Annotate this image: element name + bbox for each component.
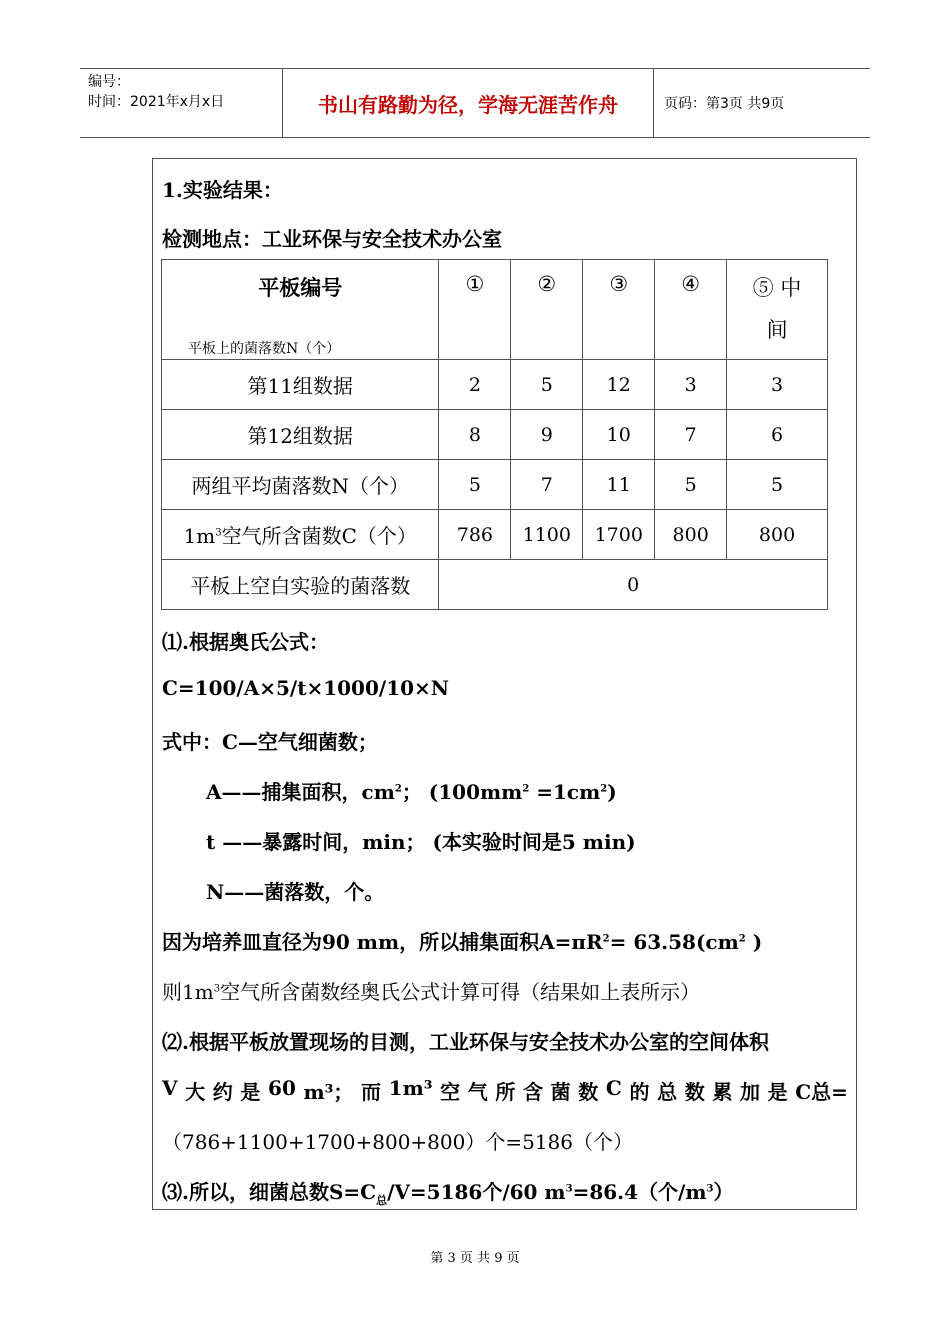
- text-part: ): [745, 930, 763, 954]
- row-label: 两组平均菌落数N（个）: [162, 460, 439, 510]
- text-part: 因为培养皿直径为90 mm，所以捕集面积A=πR: [162, 930, 603, 954]
- page-footer: 第 3 页 共 9 页: [430, 1251, 520, 1266]
- table-cell: 10: [583, 410, 655, 460]
- text-part: ⑶.所以，细菌总数S=C: [162, 1180, 377, 1204]
- text-part: =1cm: [529, 780, 601, 804]
- word: 加: [739, 1080, 760, 1104]
- formula-intro: ⑴.根据奥氏公式：: [162, 630, 329, 654]
- table-cell: 1700: [583, 510, 655, 560]
- plate-3-header: ③: [583, 260, 655, 360]
- table-cell: 8: [439, 410, 511, 460]
- sum-calculation: （786+1100+1700+800+800）个=5186（个）: [162, 1130, 634, 1154]
- plate-5-label-cont: 间: [766, 318, 788, 342]
- word: 约: [212, 1080, 233, 1104]
- final-result: [162, 1176, 733, 1205]
- blank-test-value: 0: [439, 560, 828, 610]
- word: C: [605, 1076, 622, 1100]
- word: 大: [185, 1080, 206, 1104]
- word: m³；: [303, 1080, 354, 1104]
- plate-5-label: ⑤ 中: [752, 276, 802, 300]
- row-label-part: 空气所含菌数C（个）: [221, 524, 417, 548]
- table-cell: 786: [439, 510, 511, 560]
- word: 累: [712, 1080, 733, 1104]
- table-cell: 800: [727, 510, 828, 560]
- table-cell: 2: [439, 360, 511, 410]
- header-page-code: 页码：第3页 共9页: [664, 96, 785, 112]
- word: 1m³: [388, 1076, 433, 1100]
- formula-term-n: N——菌落数，个。: [206, 880, 385, 904]
- word: 气: [467, 1080, 488, 1104]
- blank-test-label: 平板上空白实验的菌落数: [162, 560, 439, 610]
- word: C总=: [795, 1080, 848, 1104]
- table-cell: 7: [511, 460, 583, 510]
- subscript: 总: [376, 1194, 388, 1207]
- table-cell: 6: [727, 410, 828, 460]
- table-row: [162, 460, 828, 510]
- table-cell: 7: [655, 410, 727, 460]
- plate-2-header: ②: [511, 260, 583, 360]
- formula-term-t: t ——暴露时间，min； (本实验时间是5 min): [206, 830, 636, 854]
- superscript: 3: [215, 527, 222, 539]
- word: 空: [440, 1080, 461, 1104]
- table-header-row: [162, 260, 828, 360]
- superscript: 2: [738, 933, 746, 945]
- table-cell: 5: [511, 360, 583, 410]
- word: 60: [268, 1076, 296, 1100]
- word: 数: [684, 1080, 705, 1104]
- word: 菌: [550, 1080, 571, 1104]
- total-bacteria-sentence: [162, 1076, 848, 1105]
- document-date: 时间：2021年x月x日: [88, 94, 225, 110]
- word: 所: [495, 1080, 516, 1104]
- test-location: 检测地点：工业环保与安全技术办公室: [162, 227, 502, 251]
- word: 数: [578, 1080, 599, 1104]
- superscript: 3: [706, 1183, 714, 1195]
- table-row: [162, 510, 828, 560]
- text-part: ； (100mm: [401, 780, 523, 804]
- row-label: 第11组数据: [162, 360, 439, 410]
- word: 的: [629, 1080, 650, 1104]
- superscript: 3: [565, 1183, 573, 1195]
- row-label: 第12组数据: [162, 410, 439, 460]
- table-row: [162, 410, 828, 460]
- text-part: 则1m: [162, 980, 214, 1004]
- table-row: [162, 360, 828, 410]
- table-cell: 3: [655, 360, 727, 410]
- word: V: [162, 1076, 178, 1100]
- plate-4-header: ④: [655, 260, 727, 360]
- superscript: 2: [600, 783, 608, 795]
- plate-1-header: ①: [439, 260, 511, 360]
- formula-where: 式中：C—空气细菌数；: [162, 730, 378, 754]
- superscript: 2: [522, 783, 530, 795]
- formula: C=100/A×5/t×1000/10×N: [162, 676, 450, 700]
- plate-5-header: [727, 260, 828, 360]
- text-part: 空气所含菌数经奥氏公式计算可得（结果如上表所示）: [220, 980, 701, 1004]
- text-part: A——捕集面积，cm: [206, 780, 395, 804]
- table-cell: 3: [727, 360, 828, 410]
- results-table: [161, 259, 828, 610]
- text-part: ）: [713, 1180, 734, 1204]
- table-header-cell: [162, 260, 439, 360]
- word: 而: [361, 1080, 382, 1104]
- table-cell: 9: [511, 410, 583, 460]
- header-plate-number: 平板编号: [258, 275, 343, 300]
- volume-estimate: ⑵.根据平板放置现场的目测，工业环保与安全技术办公室的空间体积: [162, 1030, 769, 1054]
- header-meta: [80, 69, 282, 137]
- table-cell: 12: [583, 360, 655, 410]
- table-cell: 800: [655, 510, 727, 560]
- word: 是: [240, 1080, 261, 1104]
- formula-term-a: [206, 776, 617, 805]
- word: 总: [657, 1080, 678, 1104]
- text-part: = 63.58(cm: [609, 930, 739, 954]
- area-calculation: [162, 926, 762, 955]
- page-header: [80, 68, 870, 138]
- text-part: =86.4（个/m: [572, 1180, 707, 1204]
- superscript: 2: [602, 933, 610, 945]
- row-label: [162, 510, 439, 560]
- superscript: 3: [213, 983, 221, 995]
- word: 是: [767, 1080, 788, 1104]
- table-cell: 5: [655, 460, 727, 510]
- header-colony-count: 平板上的菌落数N（个）: [188, 341, 341, 357]
- table-cell: 5: [727, 460, 828, 510]
- superscript: 2: [394, 783, 402, 795]
- document-number: 编号：: [88, 74, 130, 90]
- table-row: [162, 560, 828, 610]
- table-cell: 11: [583, 460, 655, 510]
- header-motto: 书山有路勤为径，学海无涯苦作舟: [282, 69, 654, 137]
- word: 含: [523, 1080, 544, 1104]
- text-part: /V=5186个/60 m: [387, 1180, 566, 1204]
- table-cell: 5: [439, 460, 511, 510]
- text-part: ): [607, 780, 617, 804]
- row-label-part: 1m: [183, 524, 216, 548]
- result-note: [162, 976, 700, 1005]
- table-cell: 1100: [511, 510, 583, 560]
- section-title: 1.实验结果：: [162, 178, 283, 202]
